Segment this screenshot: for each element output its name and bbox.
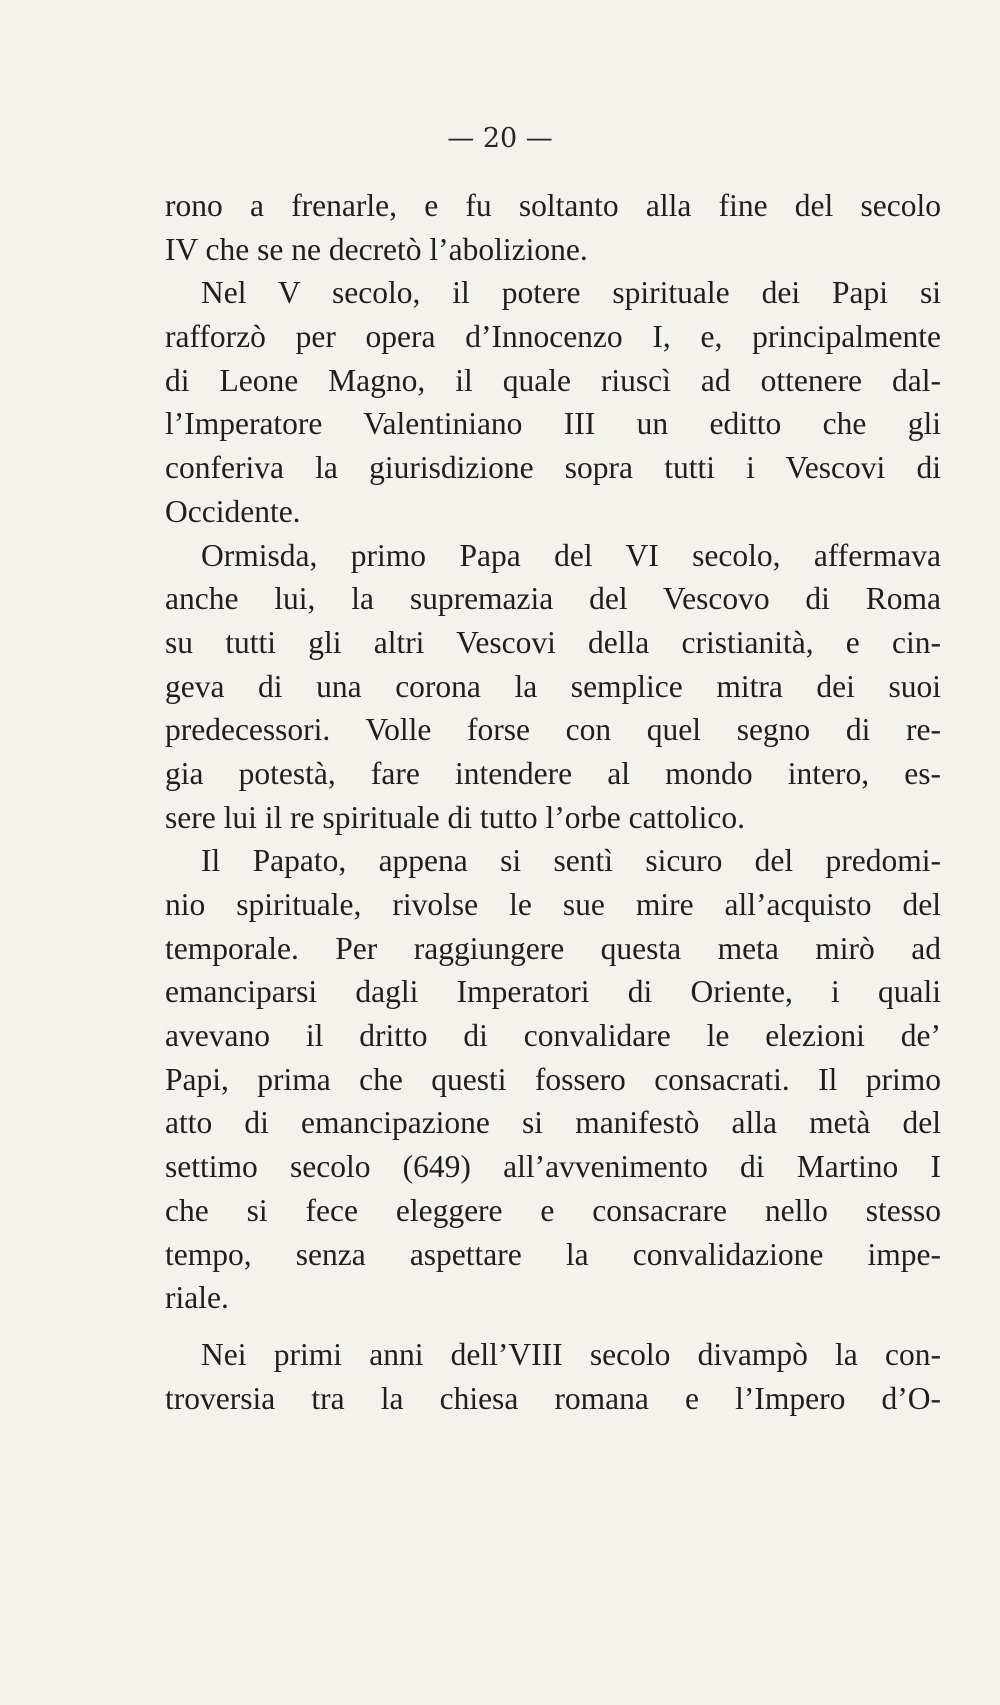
text-line: Nel V secolo, il potere spirituale dei Papi si: [201, 275, 941, 311]
page-number: — 20 —: [447, 123, 553, 154]
text-line: conferiva la giurisdizione sopra tutti i Vescovi di: [165, 450, 941, 486]
text-line: nio spirituale, rivolse le sue mire all’acquisto del: [165, 887, 941, 922]
text-line: IV che se ne decretò l’abolizione.: [165, 231, 588, 267]
body-text: [165, 184, 941, 1420]
text-line: Nei primi anni dell’VIII secolo divampò la con-: [201, 1336, 941, 1372]
text-line: che si fece eleggere e consacrare nello stesso: [165, 1192, 941, 1228]
text-line: Il Papato, appena si sentì sicuro del predomi-: [201, 843, 941, 879]
text-line: sere lui il re spirituale di tutto l’orbe cattolico.: [165, 799, 745, 835]
text-line: geva di una corona la semplice mitra dei suoi: [165, 668, 941, 704]
text-line: di Leone Magno, il quale riuscì ad ottenere dal-: [165, 362, 941, 398]
text-line: anche lui, la supremazia del Vescovo di Roma: [165, 581, 941, 617]
text-line: predecessori. Volle forse con quel segno di re-: [165, 712, 941, 748]
paragraph-gap: [165, 1320, 941, 1333]
text-line: su tutti gli altri Vescovi della cristianità, e cin-: [165, 624, 941, 660]
text-line: gia potestà, fare intendere al mondo intero, es-: [165, 755, 941, 791]
text-line: Occidente.: [165, 493, 301, 529]
text-line: rono a frenarle, e fu soltanto alla fine del secolo: [165, 188, 941, 223]
text-line: settimo secolo (649) all’avvenimento di Martino I: [165, 1149, 941, 1185]
text-line: temporale. Per raggiungere questa meta mirò ad: [165, 930, 941, 966]
text-line: emanciparsi dagli Imperatori di Oriente, i quali: [165, 974, 941, 1010]
text-line: rafforzò per opera d’Innocenzo I, e, principalmente: [165, 319, 941, 355]
text-line: riale.: [165, 1280, 229, 1316]
text-line: l’Imperatore Valentiniano III un editto che gli: [165, 406, 941, 442]
text-line: Ormisda, primo Papa del VI secolo, affermava: [201, 537, 941, 573]
text-line: avevano il dritto di convalidare le elezioni de’: [165, 1018, 941, 1054]
text-line: atto di emancipazione si manifestò alla metà del: [165, 1105, 941, 1141]
text-line: Papi, prima che questi fossero consacrati. Il primo: [165, 1061, 941, 1097]
text-line: tempo, senza aspettare la convalidazione impe-: [165, 1236, 941, 1272]
text-line: troversia tra la chiesa romana e l’Impero d’O-: [165, 1380, 941, 1416]
